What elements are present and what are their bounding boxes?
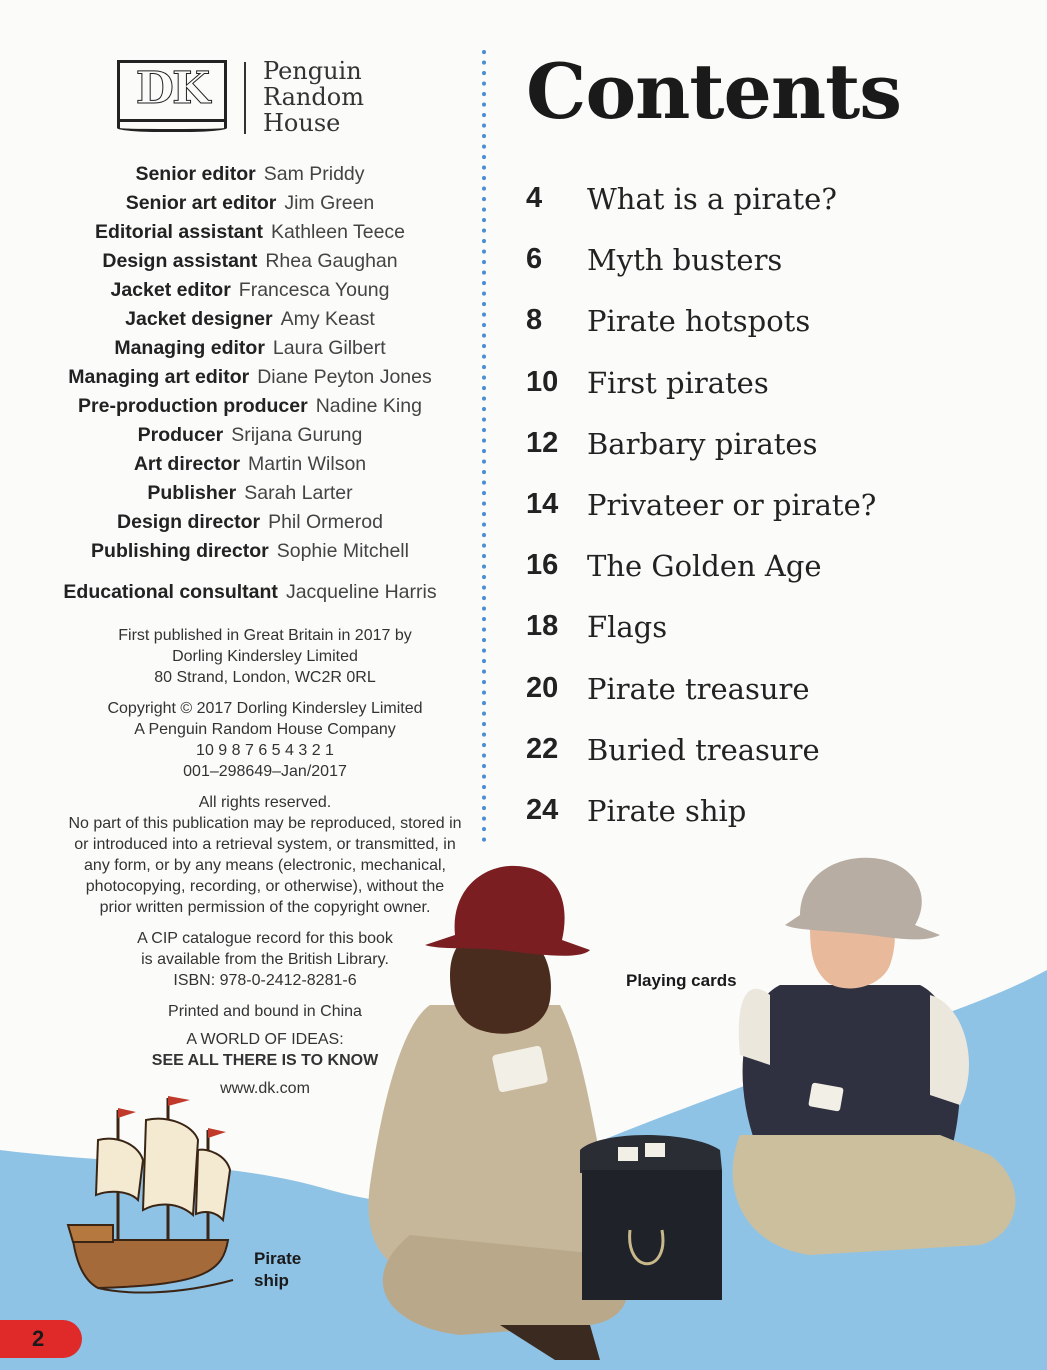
toc-item[interactable] [526,235,1026,296]
pirates-photo [340,855,1040,1370]
rights-notice: All rights reserved. No part of this publication may be reproduced, stored in or introduced into a retrieval system, or transmitted, in any form, or by any means (electronic, mechanical, photocopying, recording, or otherwise), without the prior written permission of the copyright owner. [68,794,462,916]
credit-line: Publisher Sarah Larter [147,482,353,504]
pirate-ship-caption: Pirate ship [254,1249,302,1290]
credit-line: Art director Martin Wilson [133,453,367,475]
toc-page-number: 6 [526,243,543,276]
printed-in: Printed and bound in China [168,1003,362,1020]
page-number: 2 [32,1326,45,1351]
copyright-info: Copyright © 2017 Dorling Kindersley Limited A Penguin Random House Company 10 9 8 7 6 5 4 3 2 1 001–298649–Jan/2017 [107,700,423,780]
toc-item[interactable] [526,786,1026,847]
credit-line: Educational consultant Jacqueline Harris [63,581,437,603]
pirate-ship-illustration [58,1090,248,1300]
credit-line: Producer Srijana Gurung [137,424,363,446]
logo-divider [244,62,246,134]
credit-line: Design director Phil Ormerod [117,511,383,533]
publication-info: First published in Great Britain in 2017 by Dorling Kindersley Limited 80 Strand, London, WC2R 0RL [118,627,412,686]
toc-item-title: Privateer or pirate? [587,487,877,522]
toc-item-title: First pirates [587,365,769,400]
toc-item[interactable] [526,419,1026,480]
dk-logo: DK [117,60,227,122]
dk-book-icon [117,122,227,132]
toc-item-title: Barbary pirates [587,426,818,461]
treasure-chest [580,1135,722,1300]
credit-line: Managing editor Laura Gilbert [114,337,386,359]
toc-item-title: Pirate hotspots [587,304,811,339]
credit-line: Jacket editor Francesca Young [110,279,390,301]
penguin-random-house-wordmark: Penguin Random House [263,57,364,137]
toc-page-number: 16 [526,549,559,582]
credit-line: Publishing director Sophie Mitchell [91,540,409,562]
toc-page-number: 8 [526,304,543,337]
credit-line: Managing art editor Diane Peyton Jones [68,366,432,388]
dk-slogan: A WORLD OF IDEAS: SEE ALL THERE IS TO KNOW [151,1031,379,1069]
toc-item[interactable] [526,296,1026,357]
toc-item-title: The Golden Age [587,549,822,584]
toc-item-title: Myth busters [587,243,783,278]
toc-item-title: Buried treasure [587,732,820,767]
page-number-badge [0,1320,82,1358]
toc-item[interactable] [526,541,1026,602]
toc-item[interactable] [526,725,1026,786]
toc-page-number: 14 [526,487,559,520]
toc-page-number: 12 [526,426,559,459]
toc-item[interactable] [526,664,1026,725]
right-pirate-figure [733,858,1016,1255]
credits-list [0,160,500,607]
toc-item[interactable] [526,174,1026,235]
toc-page-number: 10 [526,365,559,398]
toc-item[interactable] [526,358,1026,419]
credit-line: Pre-production producer Nadine King [78,395,422,417]
toc-page-number: 4 [526,182,543,214]
dotted-divider [481,50,487,850]
credit-line: Design assistant Rhea Gaughan [102,250,398,272]
table-of-contents [526,174,1026,847]
toc-item-title: Pirate ship [587,793,747,828]
cip-record: A CIP catalogue record for this book is available from the British Library. ISBN: 978-0-2412-8281-6 [137,930,393,989]
toc-item-title: Pirate treasure [587,671,810,706]
website-link[interactable]: www.dk.com [220,1080,310,1097]
toc-page-number: 18 [526,610,559,643]
playing-cards-caption: Playing cards [626,971,737,990]
credit-line: Editorial assistant Kathleen Teece [94,221,406,243]
toc-item[interactable] [526,602,1026,663]
toc-page-number: 20 [526,671,559,704]
toc-item[interactable] [526,480,1026,541]
credit-line: Senior editor Sam Priddy [135,163,365,185]
page-title: Contents [526,47,902,136]
publisher-logo [117,58,387,136]
credit-line: Jacket designer Amy Keast [125,308,375,330]
toc-item-title: Flags [587,610,668,645]
credit-line: Senior art editor Jim Green [125,192,375,214]
toc-item-title: What is a pirate? [587,182,837,216]
toc-page-number: 24 [526,793,559,826]
toc-page-number: 22 [526,732,559,765]
